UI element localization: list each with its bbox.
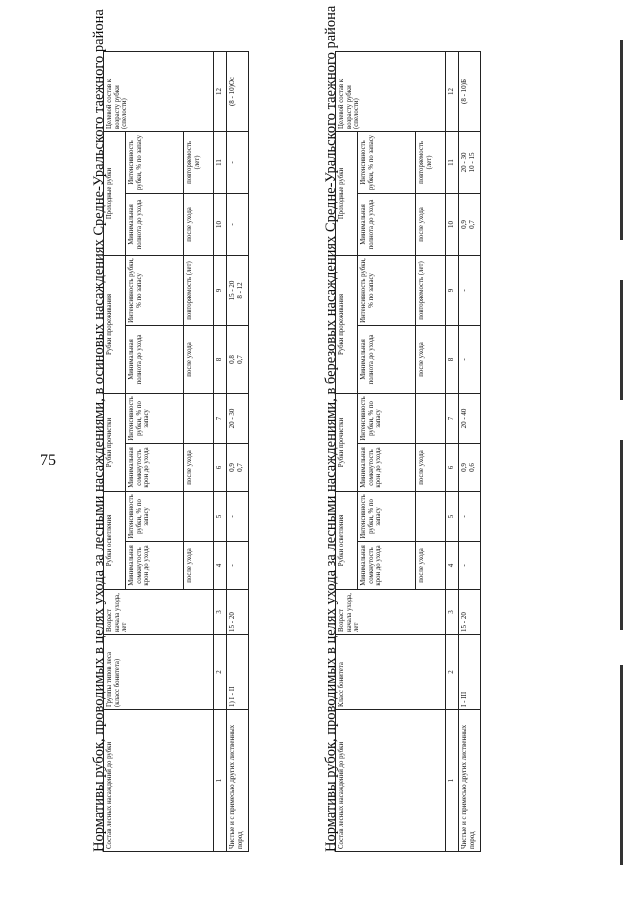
header-min-density: Минимальная полнота до ухода bbox=[126, 325, 184, 393]
header-repeat: повторяемость (лет) bbox=[416, 131, 446, 193]
cell-c8: - bbox=[458, 325, 480, 393]
cell-c9: - bbox=[458, 255, 480, 325]
header-start-age: Возраст начала ухода, лет bbox=[104, 590, 214, 635]
col-number: 7 bbox=[214, 393, 227, 443]
col-number: 11 bbox=[214, 131, 227, 193]
col-number: 6 bbox=[446, 443, 459, 491]
cell-c5: - bbox=[226, 491, 248, 541]
header-min-closure: Минимальная сомкнутость крон до ухода bbox=[358, 542, 416, 590]
table1-title: Нормативы рубок, проводимых в целях ухода за лесными насаждениями, в осиновых насаждениях Средне-Уральского таежного района bbox=[91, 9, 107, 852]
header-passing: Проходные рубки bbox=[104, 131, 126, 255]
binder-line bbox=[620, 440, 623, 630]
cell-group: I - III bbox=[458, 635, 480, 710]
col-number: 2 bbox=[214, 635, 227, 710]
header-target: Целевой состав к возрасту рубки (спелости) bbox=[104, 51, 214, 131]
cell-c10: - bbox=[226, 193, 248, 255]
empty-cell bbox=[184, 491, 214, 541]
col-number: 8 bbox=[446, 325, 459, 393]
col-number: 11 bbox=[446, 131, 459, 193]
header-after: после ухода bbox=[416, 193, 446, 255]
header-intensity: Интенсивность рубки, % по запасу bbox=[126, 491, 184, 541]
header-after: после ухода bbox=[184, 542, 214, 590]
header-min-closure: Минимальная сомкнутость крон до ухода bbox=[126, 542, 184, 590]
cell-c10: 0,9 0,7 bbox=[458, 193, 480, 255]
binder-line bbox=[620, 665, 623, 865]
cell-c12: (8 - 10)Ос bbox=[226, 51, 248, 131]
cell-c4: - bbox=[458, 542, 480, 590]
table2 bbox=[335, 52, 481, 852]
header-thinning: Рубки прореживания bbox=[104, 255, 126, 393]
col-number: 2 bbox=[446, 635, 459, 710]
empty-cell bbox=[416, 393, 446, 443]
table2-title: Нормативы рубок, проводимых в целях ухода за лесными насаждениями, в березовых насаждениях Средне-Уральского таежного района bbox=[323, 5, 339, 852]
header-min-density: Минимальная полнота до ухода bbox=[358, 193, 416, 255]
col-number: 1 bbox=[214, 710, 227, 852]
col-number: 3 bbox=[214, 590, 227, 635]
header-intensity: Интенсивность рубки, % по запасу bbox=[358, 131, 416, 193]
col-number: 6 bbox=[214, 443, 227, 491]
cell-c6: 0,9 0,7 bbox=[226, 443, 248, 491]
header-min-density: Минимальная полнота до ухода bbox=[126, 193, 184, 255]
col-number: 9 bbox=[446, 255, 459, 325]
col-number: 4 bbox=[446, 542, 459, 590]
col-number: 4 bbox=[214, 542, 227, 590]
empty-cell bbox=[416, 491, 446, 541]
header-min-closure: Минимальная сомкнутость крон до ухода bbox=[358, 443, 416, 491]
header-composition: Состав лесных насаждений до рубки bbox=[104, 710, 214, 852]
col-number: 10 bbox=[446, 193, 459, 255]
col-number: 5 bbox=[214, 491, 227, 541]
col-number: 1 bbox=[446, 710, 459, 852]
header-cleaning: Рубки прочистки bbox=[104, 393, 126, 491]
cell-c12: (8 - 10)Б bbox=[458, 51, 480, 131]
cell-start-age: 15 - 20 bbox=[458, 590, 480, 635]
col-number: 12 bbox=[214, 51, 227, 131]
header-after: после ухода bbox=[184, 443, 214, 491]
header-after: после ухода bbox=[184, 193, 214, 255]
header-composition: Состав лесных насаждений до рубки bbox=[336, 710, 446, 852]
col-number: 7 bbox=[446, 393, 459, 443]
cell-start-age: 15 - 20 bbox=[226, 590, 248, 635]
header-intensity: Интенсивность рубки, % по запасу bbox=[358, 491, 416, 541]
header-group: Класс бонитета bbox=[336, 635, 446, 710]
header-intensity: Интенсивность рубки, % по запасу bbox=[126, 393, 184, 443]
header-min-closure: Минимальная сомкнутость крон до ухода bbox=[126, 443, 184, 491]
header-cleaning: Рубки прочистки bbox=[336, 393, 358, 491]
table1 bbox=[103, 52, 249, 852]
cell-c9: 15 - 20 8 - 12 bbox=[226, 255, 248, 325]
header-thinning: Рубки прореживания bbox=[336, 255, 358, 393]
header-passing: Проходные рубки bbox=[336, 131, 358, 255]
header-repeat: повторяемость (лет) bbox=[184, 131, 214, 193]
cell-group: 1) I - II bbox=[226, 635, 248, 710]
col-number: 9 bbox=[214, 255, 227, 325]
header-start-age: Возраст начала ухода, лет bbox=[336, 590, 446, 635]
cell-c7: 20 - 30 bbox=[226, 393, 248, 443]
header-group: Группы типов леса (класс бонитета) bbox=[104, 635, 214, 710]
cell-c5: - bbox=[458, 491, 480, 541]
cell-c11: 20 - 30 10 - 15 bbox=[458, 131, 480, 193]
header-intensity: Интенсивность рубки, % по запасу bbox=[358, 393, 416, 443]
header-min-density: Минимальная полнота до ухода bbox=[358, 325, 416, 393]
header-clarifying: Рубки осветления bbox=[104, 491, 126, 589]
col-number: 5 bbox=[446, 491, 459, 541]
header-after: после ухода bbox=[416, 443, 446, 491]
col-number: 12 bbox=[446, 51, 459, 131]
col-number: 10 bbox=[214, 193, 227, 255]
cell-c6: 0,9 0,6 bbox=[458, 443, 480, 491]
cell-composition: Чистые и с примесью других лиственных пород bbox=[226, 710, 248, 852]
col-number: 3 bbox=[446, 590, 459, 635]
empty-cell bbox=[184, 393, 214, 443]
header-target: Целевой состав к возрасту рубки (спелости) bbox=[336, 51, 446, 131]
binder-line bbox=[620, 280, 623, 400]
header-intensity: Интенсивность рубки, % по запасу bbox=[126, 131, 184, 193]
header-after: после ухода bbox=[416, 325, 446, 393]
header-intensity: Интенсивность рубки, % по запасу bbox=[358, 255, 416, 325]
header-repeat: повторяемость (лет) bbox=[416, 255, 446, 325]
header-after: после ухода bbox=[416, 542, 446, 590]
cell-c11: - bbox=[226, 131, 248, 193]
header-repeat: повторяемость (лет) bbox=[184, 255, 214, 325]
binder-line bbox=[620, 40, 623, 240]
page-number: 75 bbox=[40, 452, 56, 469]
header-after: после ухода bbox=[184, 325, 214, 393]
cell-c7: 20 - 40 bbox=[458, 393, 480, 443]
cell-composition: Чистые и с примесью других лиственных пород bbox=[458, 710, 480, 852]
header-intensity: Интенсивность рубки, % по запасу bbox=[126, 255, 184, 325]
cell-c8: 0,8 0,7 bbox=[226, 325, 248, 393]
col-number: 8 bbox=[214, 325, 227, 393]
cell-c4: - bbox=[226, 542, 248, 590]
header-clarifying: Рубки осветления bbox=[336, 491, 358, 589]
